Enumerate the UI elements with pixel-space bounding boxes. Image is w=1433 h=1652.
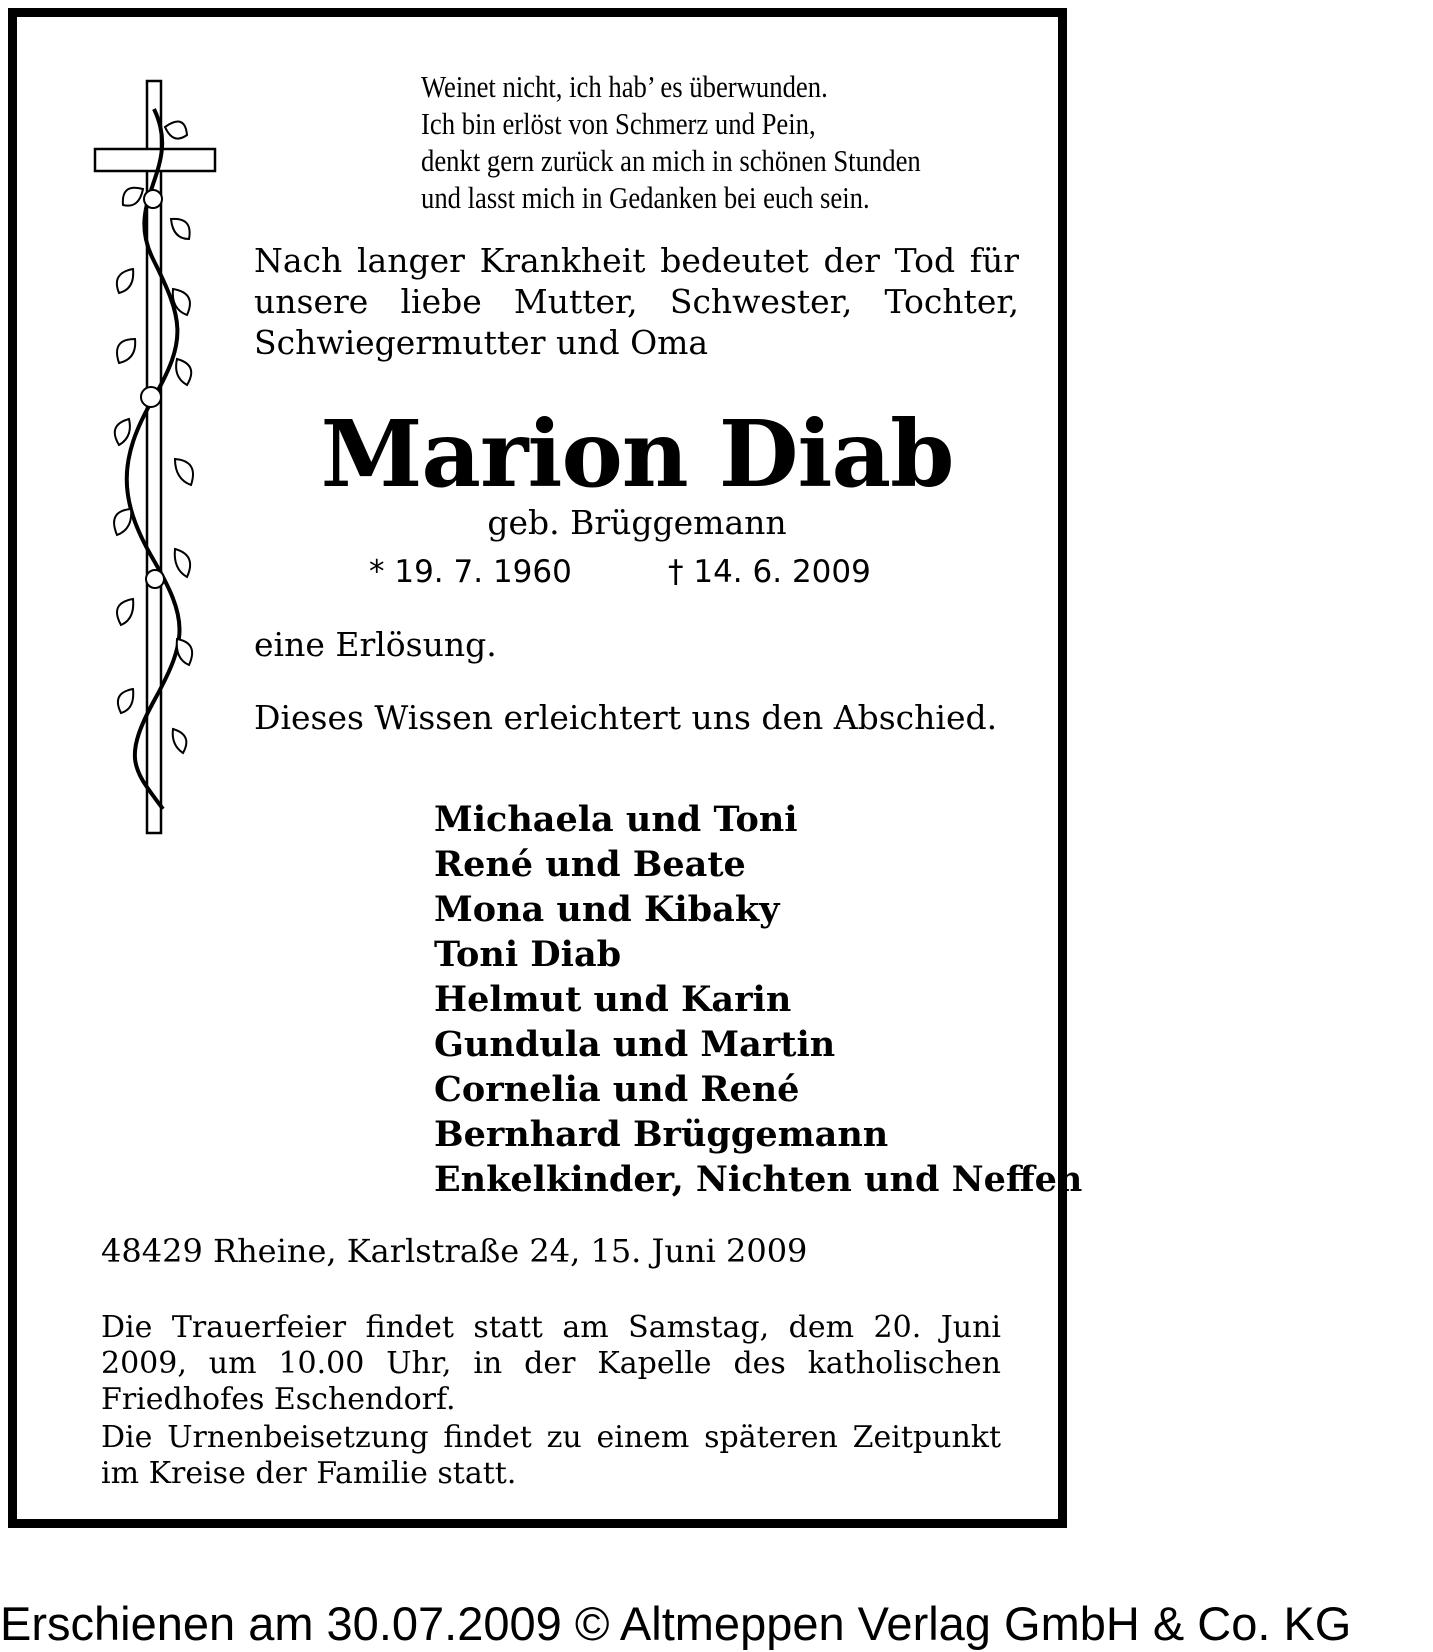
mourner-name: Gundula und Martin	[434, 1024, 836, 1065]
birth-date: * 19. 7. 1960	[369, 554, 572, 590]
mourner-name: Enkelkinder, Nichten und Neffen	[434, 1159, 1083, 1200]
funeral-notice	[101, 1310, 1001, 1418]
intro-text: Nach langer Krankheit bedeutet der Tod für unsere liebe Mutter, Schwester, Tochter,	[254, 241, 1019, 321]
mourner-name: René und Beate	[434, 844, 746, 885]
closing-line: Dieses Wissen erleichtert uns den Abschied.	[254, 698, 998, 737]
poem-line: Ich bin erlöst von Schmerz und Pein,	[421, 106, 816, 141]
publication-footer: Erschienen am 30.07.2009 © Altmeppen Verlag GmbH & Co. KG	[0, 1597, 1352, 1650]
mourners-list	[434, 797, 1082, 1202]
mourner-name: Cornelia und René	[434, 1069, 800, 1110]
mourner-name: Michaela und Toni	[434, 799, 798, 840]
closing-line: eine Erlösung.	[254, 625, 497, 664]
poem-line: und lasst mich in Gedanken bei euch sein.	[421, 180, 870, 215]
death-date: † 14. 6. 2009	[668, 554, 871, 590]
poem-line: denkt gern zurück an mich in schönen Stunden	[421, 143, 921, 178]
urn-notice-text: Die Urnenbeisetzung findet zu einem späteren Zeitpunkt im Kreise der Familie statt.	[101, 1420, 1001, 1491]
urn-notice	[101, 1420, 1001, 1492]
mourner-name: Helmut und Karin	[434, 979, 792, 1020]
maiden-name: geb. Brüggemann	[487, 503, 787, 542]
intro-text-last-line: Schwiegermutter und Oma	[254, 323, 709, 362]
address-date-line: 48429 Rheine, Karlstraße 24, 15. Juni 2009	[101, 1232, 808, 1270]
mourner-name: Mona und Kibaky	[434, 889, 780, 930]
obituary-frame	[8, 8, 1083, 1528]
mourner-name: Toni Diab	[434, 934, 622, 975]
funeral-notice-text: Die Trauerfeier findet statt am Samstag, dem 20. Juni 2009, um 10.00 Uhr, in der Kapelle des katholischen Friedhofes Eschendorf.	[101, 1310, 1001, 1417]
poem-line: Weinet nicht, ich hab’ es überwunden.	[421, 69, 828, 104]
mourner-name: Bernhard Brüggemann	[434, 1114, 889, 1155]
deceased-name: Marion Diab	[320, 400, 954, 508]
